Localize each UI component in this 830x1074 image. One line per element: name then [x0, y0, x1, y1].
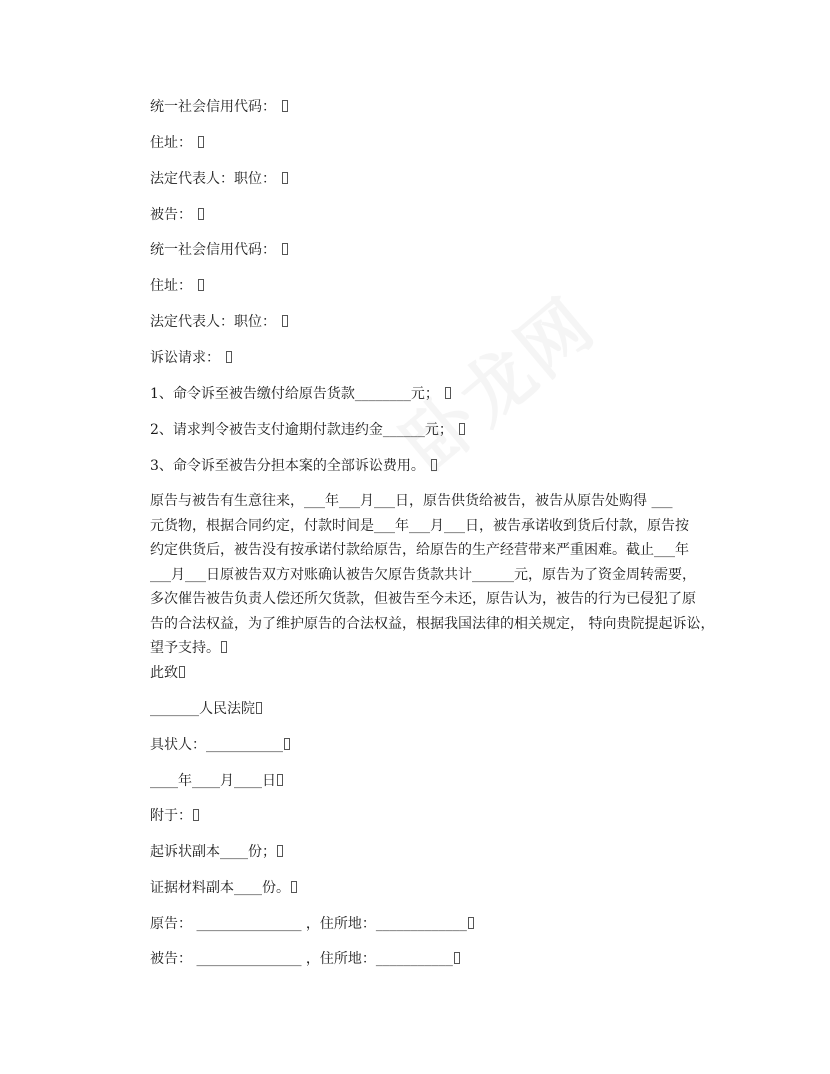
- body-line: ___月___日原被告双方对账确认被告欠原告货款共计______元，原告为了资金周转需要，: [150, 566, 696, 583]
- body-line: 多次催告被告负责人偿还所欠货款，但被告至今未还，原告认为，被告的行为已侵犯了原: [150, 591, 696, 607]
- claim-line: 1、命令诉至被告缴付给原告货款________元；: [150, 384, 451, 404]
- paragraph-mark-icon: [282, 243, 288, 255]
- paragraph-mark-icon: [282, 315, 288, 327]
- paragraph-mark-icon: [284, 738, 290, 750]
- header-line: 法定代表人：职位：: [150, 169, 288, 189]
- paragraph-mark-icon: [198, 136, 204, 148]
- closing-plaintiff: 原告： _______________ ，住所地：_____________: [150, 914, 474, 934]
- paragraph-mark-icon: [454, 952, 460, 964]
- paragraph-mark-icon: [198, 208, 204, 220]
- body-line: 元货物，根据合同约定，付款时间是___年___月___日，被告承诺收到货后付款，原告按: [150, 517, 689, 534]
- header-line: 被告：: [150, 205, 204, 225]
- paragraph-mark-icon: [468, 917, 474, 929]
- closing-petitioner: 具状人：___________: [150, 735, 290, 755]
- closing-to: 此致: [150, 663, 185, 683]
- header-line: 住址：: [150, 276, 204, 296]
- watermark: 卧龙网: [388, 281, 611, 488]
- header-line: 诉讼请求：: [150, 348, 232, 368]
- body-line: 原告与被告有生意往来，___年___月___日，原告供货给被告，被告从原告处购得 ___: [150, 493, 673, 509]
- body-line: 约定供货后，被告没有按承诺付款给原告，给原告的生产经营带来严重困难。截止___年: [150, 542, 689, 558]
- header-line: 统一社会信用代码：: [150, 97, 288, 117]
- paragraph-mark-icon: [221, 641, 227, 653]
- paragraph-mark-icon: [277, 774, 283, 786]
- header-line: 统一社会信用代码：: [150, 240, 288, 260]
- closing-court: _______人民法院: [150, 699, 262, 719]
- paragraph-mark-icon: [198, 279, 204, 291]
- claim-line: 3、命令诉至被告分担本案的全部诉讼费用。: [150, 456, 437, 476]
- claim-line: 2、请求判令被告支付逾期付款违约金______元；: [150, 420, 465, 440]
- body-line: 告的合法权益，为了维护原告的合法权益，根据我国法律的相关规定， 特向贵院提起诉讼，: [150, 615, 715, 632]
- paragraph-mark-icon: [282, 172, 288, 184]
- closing-defendant: 被告： _______________ ，住所地：___________: [150, 949, 460, 969]
- paragraph-mark-icon: [445, 387, 451, 399]
- body-paragraph: [150, 489, 715, 661]
- closing-attach: 附于：: [150, 806, 199, 826]
- header-line: 住址：: [150, 133, 204, 153]
- paragraph-mark-icon: [291, 881, 297, 893]
- closing-copy-2: 证据材料副本____份。: [150, 878, 297, 898]
- paragraph-mark-icon: [277, 845, 283, 857]
- body-line-end: 望予支持。: [150, 636, 710, 661]
- paragraph-mark-icon: [193, 809, 199, 821]
- paragraph-mark-icon: [256, 702, 262, 714]
- paragraph-mark-icon: [282, 100, 288, 112]
- closing-date: ____年____月____日: [150, 771, 283, 791]
- paragraph-mark-icon: [226, 351, 232, 363]
- header-line: 法定代表人：职位：: [150, 312, 288, 332]
- paragraph-mark-icon: [459, 423, 465, 435]
- closing-copy-1: 起诉状副本____份；: [150, 842, 283, 862]
- paragraph-mark-icon: [179, 666, 185, 678]
- paragraph-mark-icon: [431, 459, 437, 471]
